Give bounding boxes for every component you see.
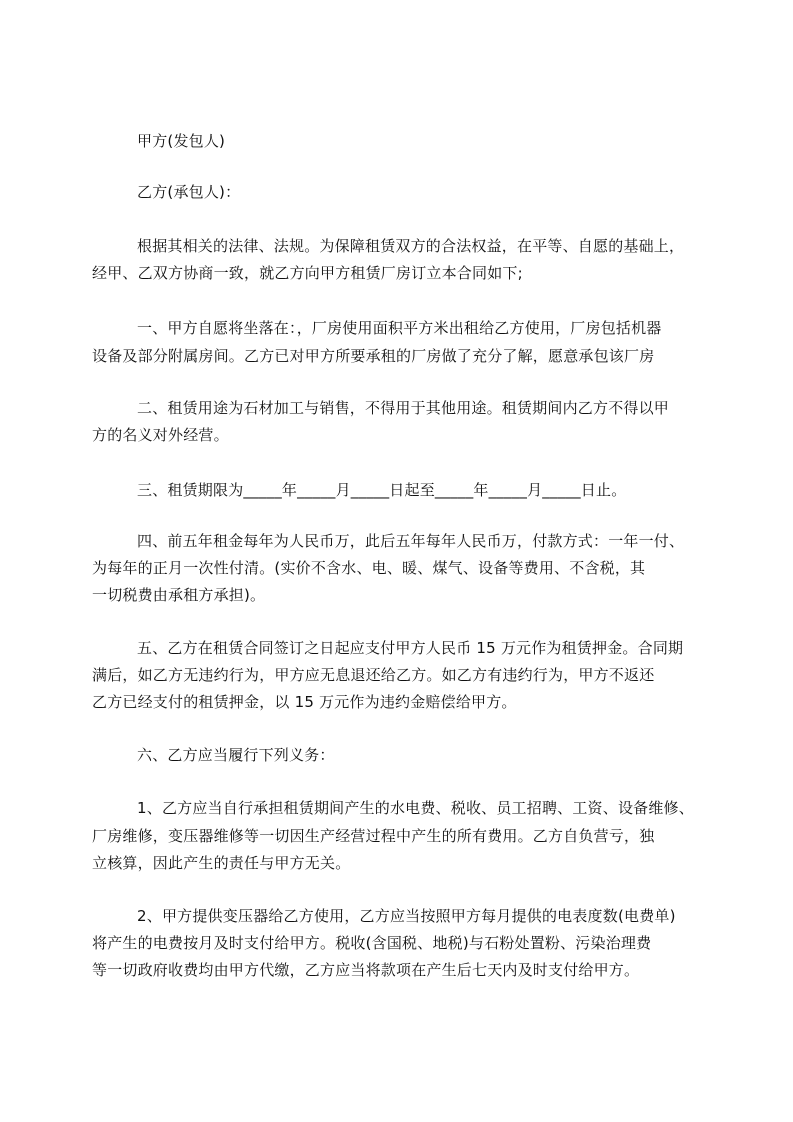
clause5-line-3: 乙方已经支付的租赁押金，以 15 万元作为违约金赔偿给甲方。 [92,693,517,711]
clause5-line-2: 满后，如乙方无违约行为，甲方应无息退还给乙方。如乙方有违约行为，甲方不返还 [92,666,655,684]
clause4-line-2: 为每年的正月一次性付清。(实价不含水、电、暖、煤气、设备等费用、不含税，其 [92,559,646,577]
item2-line-1: 2、甲方提供变压器给乙方使用，乙方应当按照甲方每月提供的电表度数(电费单) [137,907,676,925]
intro-line-2: 经甲、乙双方协商一致，就乙方向甲方租赁厂房订立本合同如下; [92,264,523,282]
item1-line-3: 立核算，因此产生的责任与甲方无关。 [92,854,351,872]
clause4-line-3: 一切税费由承租方承担)。 [92,586,266,604]
item2-line-3: 等一切政府收费均由甲方代缴，乙方应当将款项在产生后七天内及时支付给甲方。 [92,961,640,979]
item1-line-2: 厂房维修，变压器维修等一切因生产经营过程中产生的所有费用。乙方自负营亏，独 [92,827,655,845]
intro-line-1: 根据其相关的法律、法规。为保障租赁双方的合法权益，在平等、自愿的基础上， [137,237,685,255]
item1-line-1: 1、乙方应当自行承担租赁期间产生的水电费、税收、员工招聘、工资、设备维修、 [137,799,694,817]
clause1-line-2: 设备及部分附属房间。乙方已对甲方所要承租的厂房做了充分了解，愿意承包该厂房 [92,347,655,365]
clause4-line-1: 四、前五年租金每年为人民币万，此后五年每年人民币万，付款方式：一年一付、 [137,532,685,550]
clause5-line-1: 五、乙方在租赁合同签订之日起应支付甲方人民币 15 万元作为租赁押金。合同期 [137,639,684,657]
party-b-line: 乙方(承包人)： [137,183,241,201]
clause3-line-1: 三、租赁期限为_____年_____月_____日起至_____年_____月_____日止。 [137,481,627,499]
clause6-line-1: 六、乙方应当履行下列义务： [137,746,335,764]
clause2-line-2: 方的名义对外经营。 [92,426,229,444]
item2-line-2: 将产生的电费按月及时支付给甲方。税收(含国税、地税)与石粉处置粉、污染治理费 [92,934,652,952]
clause1-line-1: 一、甲方自愿将坐落在：，厂房使用面积平方米出租给乙方使用，厂房包括机器 [137,319,662,337]
clause2-line-1: 二、租赁用途为石材加工与销售，不得用于其他用途。租赁期间内乙方不得以甲 [137,399,670,417]
party-a-line: 甲方(发包人) [137,132,226,150]
